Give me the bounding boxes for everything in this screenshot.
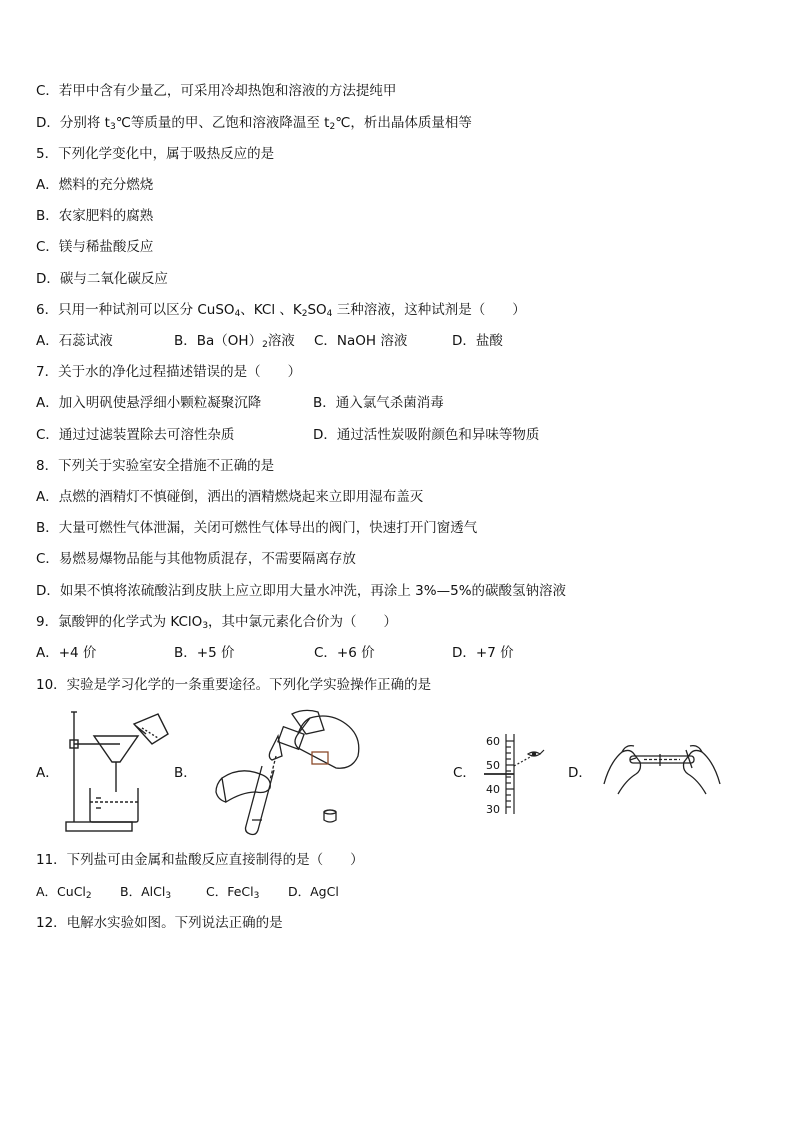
- q9-stem-sub: 3: [202, 621, 209, 631]
- q7-option-d: D．通过活性炭吸附颜色和异味等物质: [313, 427, 540, 443]
- q8-option-a: A．点燃的酒精灯不慎碰倒，洒出的酒精燃烧起来立即用湿布盖灭: [36, 489, 424, 505]
- test-tube-hands-figure: [600, 740, 724, 802]
- q9-option-a: A．+4 价: [36, 645, 97, 661]
- cylinder-tick-50: 50: [486, 759, 500, 772]
- q8-option-d: D．如果不慎将浓硫酸沾到皮肤上应立即用大量水冲洗，再涂上 3%—5%的碳酸氢钠溶液: [36, 583, 567, 599]
- q11-option-b-text: B．AlCl: [120, 884, 166, 899]
- q9-stem: [36, 613, 397, 635]
- cylinder-tick-30: 30: [486, 803, 500, 814]
- q6-stem-part: 三种溶液，这种试剂是（ ）: [332, 302, 526, 318]
- q11-option-a-text: A．CuCl: [36, 884, 86, 899]
- q6-option-a: A．石蕊试液: [36, 333, 113, 349]
- q11-option-c-text: C．FeCl: [206, 884, 254, 899]
- q7-option-b: B．通入氯气杀菌消毒: [313, 395, 444, 411]
- q11-option-d: D．AgCl: [288, 884, 339, 899]
- q11-option-a-sub: 2: [85, 891, 92, 901]
- q7-option-c: C．通过过滤装置除去可溶性杂质: [36, 427, 235, 443]
- q9-stem-part: 9．氯酸钾的化学式为 KClO: [36, 614, 203, 630]
- q4-d-sub-1: 3: [109, 122, 116, 132]
- q6-option-b: [174, 332, 295, 354]
- q6-stem: [36, 301, 526, 323]
- cylinder-tick-40: 40: [486, 783, 500, 796]
- q5-option-a: A．燃料的充分燃烧: [36, 177, 154, 193]
- q10-option-d-label: D．: [568, 765, 592, 781]
- q6-stem-part: SO: [307, 302, 327, 318]
- q4-d-text-3: ℃，析出晶体质量相等: [335, 115, 472, 131]
- q9-stem-part: ，其中氯元素化合价为（ ）: [208, 614, 398, 630]
- q4-option-d: [36, 114, 472, 136]
- q11-option-b-sub: 3: [165, 891, 172, 901]
- q6-option-d: D．盐酸: [452, 333, 503, 349]
- q12-stem: 12．电解水实验如图。下列说法正确的是: [36, 915, 283, 931]
- q5-option-c: C．镁与稀盐酸反应: [36, 239, 154, 255]
- pouring-liquid-figure: [212, 708, 372, 836]
- q6-option-b-text: B．Ba（OH）: [174, 333, 263, 349]
- q10-stem: 10．实验是学习化学的一条重要途径。下列化学实验操作正确的是: [36, 677, 432, 693]
- q11-stem: 11．下列盐可由金属和盐酸反应直接制得的是（ ）: [36, 852, 364, 868]
- q11-option-a: [36, 883, 92, 905]
- q4-d-text-1: D．分别将 t: [36, 115, 110, 131]
- q10-option-c-label: C．: [453, 765, 476, 781]
- cylinder-tick-60: 60: [486, 735, 500, 748]
- q5-option-b: B．农家肥料的腐熟: [36, 208, 154, 224]
- q6-stem-part: 6．只用一种试剂可以区分 CuSO: [36, 302, 235, 318]
- q6-option-b-text2: 溶液: [267, 333, 295, 349]
- q6-stem-sub: 4: [234, 309, 241, 319]
- q9-option-d: D．+7 价: [452, 645, 514, 661]
- q4-d-sub-2: 2: [329, 122, 336, 132]
- q8-option-b: B．大量可燃性气体泄漏，关闭可燃性气体导出的阀门，快速打开门窗透气: [36, 520, 478, 536]
- q4-option-c-text: C．若甲中含有少量乙，可采用冷却热饱和溶液的方法提纯甲: [36, 83, 397, 99]
- q8-option-c: C．易燃易爆物品能与其他物质混存，不需要隔离存放: [36, 551, 356, 567]
- q6-option-b-sub: 2: [262, 340, 268, 350]
- q6-option-c: C．NaOH 溶液: [314, 333, 408, 349]
- graduated-cylinder-figure: [480, 734, 552, 814]
- q6-stem-sub: 4: [326, 309, 333, 319]
- q9-option-b: B．+5 价: [174, 645, 235, 661]
- q11-option-b: [120, 883, 171, 905]
- q6-stem-part: 、KCl 、K: [240, 302, 302, 318]
- q6-stem-sub: 2: [301, 309, 308, 319]
- q5-option-d: D．碳与二氧化碳反应: [36, 271, 168, 287]
- q7-option-a: A．加入明矾使悬浮细小颗粒凝聚沉降: [36, 395, 262, 411]
- q8-stem: 8．下列关于实验室安全措施不正确的是: [36, 458, 275, 474]
- q9-option-c: C．+6 价: [314, 645, 375, 661]
- q11-option-c-sub: 3: [253, 891, 260, 901]
- q10-option-a-label: A．: [36, 765, 59, 781]
- q7-stem: 7．关于水的净化过程描述错误的是（ ）: [36, 364, 302, 380]
- q4-d-text-2: ℃等质量的甲、乙饱和溶液降温至 t: [115, 115, 330, 131]
- q4-option-c: [36, 82, 396, 100]
- q11-option-c: [206, 883, 259, 905]
- q10-option-b-label: B．: [174, 765, 197, 781]
- q5-stem: 5．下列化学变化中，属于吸热反应的是: [36, 146, 275, 162]
- filtration-apparatus-figure: [60, 708, 172, 836]
